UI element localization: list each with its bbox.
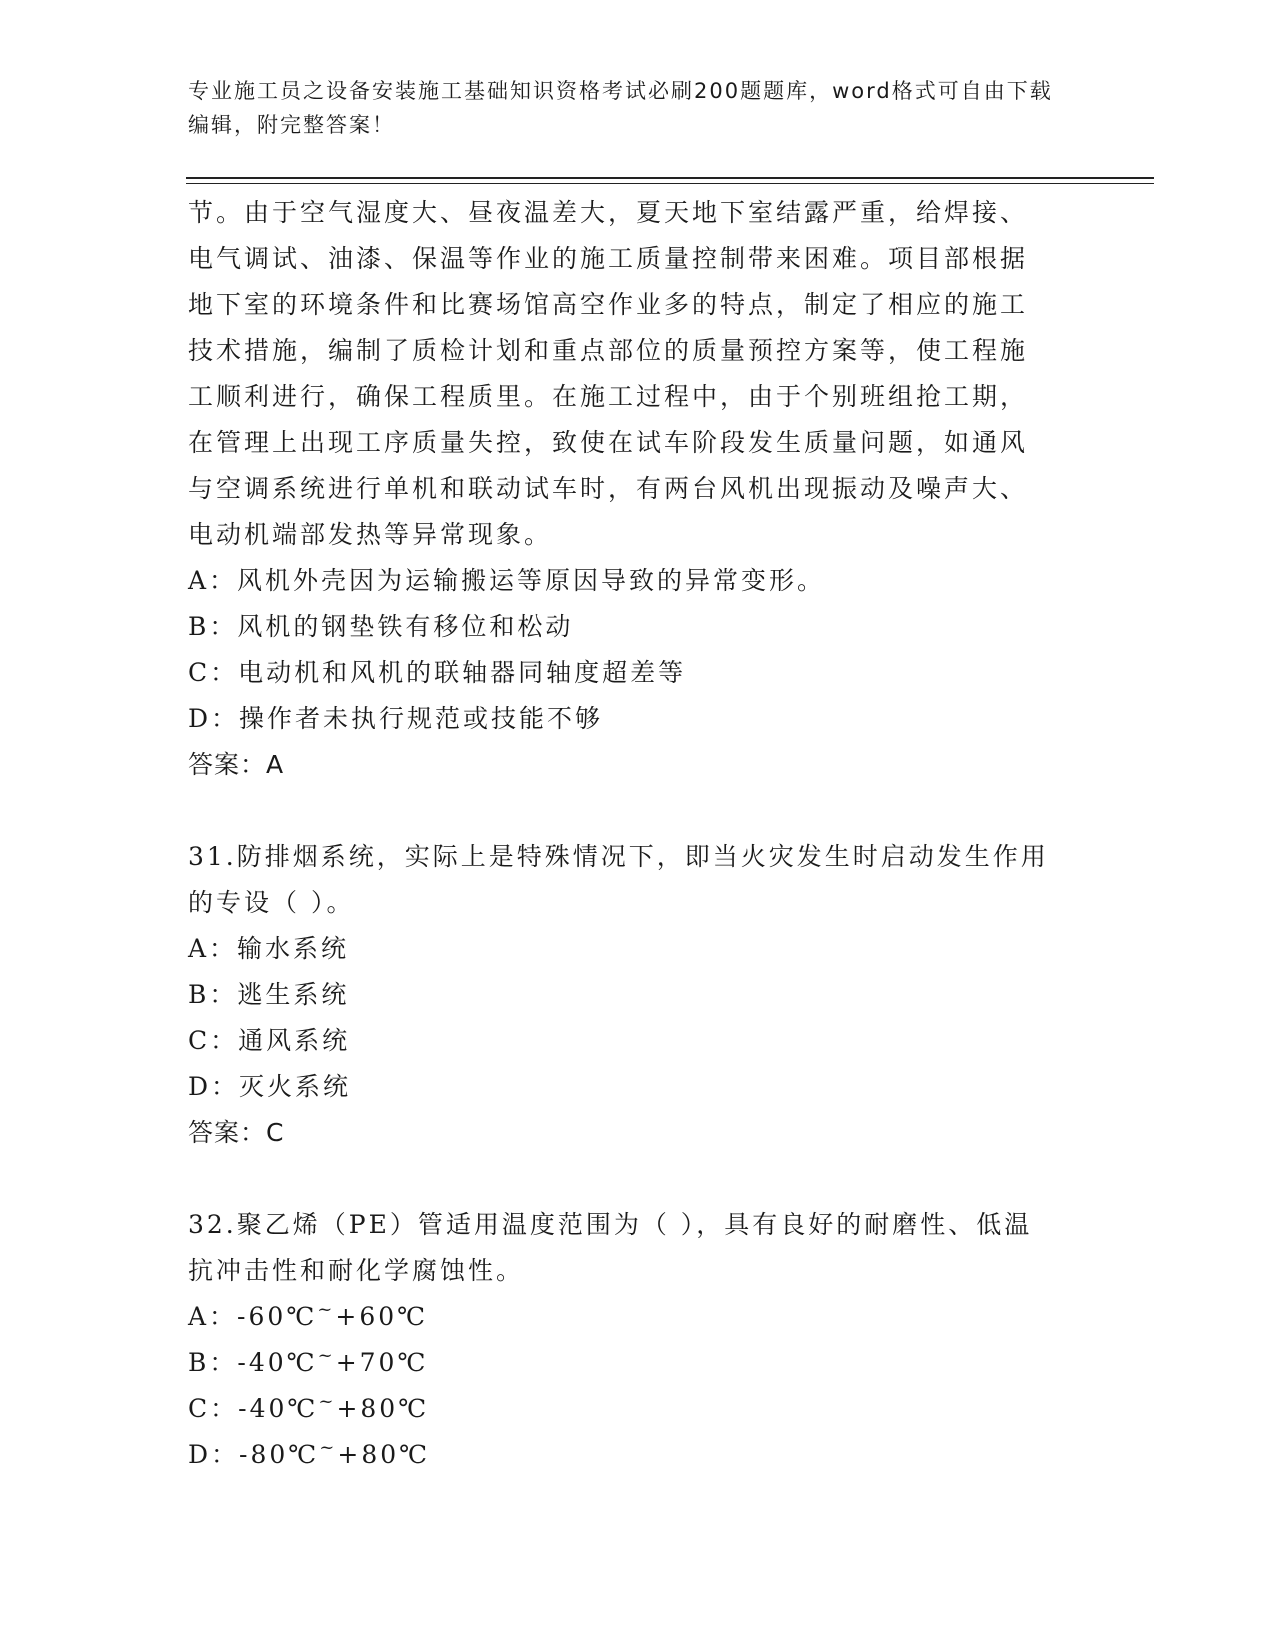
question-31-option-d: D：灭火系统	[188, 1072, 352, 1101]
question-30-answer: 答案：A	[188, 750, 285, 779]
stem-line: 电气调试、油漆、保温等作业的施工质量控制带来困难。项目部根据	[188, 244, 1029, 273]
header-divider-thin	[186, 183, 1154, 184]
header-divider-thick	[186, 177, 1154, 179]
page-header: 专业施工员之设备安装施工基础知识资格考试必刷200题题库，word格式可自由下载编辑，附完整答案！	[188, 79, 1053, 137]
range-tilde: ~	[319, 1437, 338, 1458]
stem-line: 的专设（ ）。	[188, 888, 355, 917]
range-tilde: ~	[317, 1299, 336, 1320]
question-30-option-c: C：电动机和风机的联轴器同轴度超差等	[188, 658, 687, 687]
question-30-option-b: B：风机的钢垫铁有移位和松动	[188, 612, 574, 641]
stem-line: 工顺利进行，确保工程质里。在施工过程中，由于个别班组抢工期，	[188, 382, 1029, 411]
option-suffix: +80℃	[336, 1394, 430, 1423]
question-32-option-c	[188, 1386, 1088, 1432]
question-32-option-d	[188, 1432, 1088, 1478]
stem-line: 32.聚乙烯（PE）管适用温度范围为（ ），具有良好的耐磨性、低温	[188, 1210, 1033, 1239]
stem-line: 电动机端部发热等异常现象。	[188, 520, 553, 549]
range-tilde: ~	[318, 1391, 337, 1412]
question-31-answer: 答案：C	[188, 1118, 285, 1147]
question-30-stem	[188, 190, 1088, 558]
range-tilde: ~	[317, 1345, 336, 1366]
question-30-option-a: A：风机外壳因为运输搬运等原因导致的异常变形。	[188, 566, 826, 595]
option-prefix: A：-60℃	[188, 1302, 318, 1331]
option-suffix: +60℃	[335, 1302, 429, 1331]
question-31-option-b: B：逃生系统	[188, 980, 350, 1009]
stem-line: 在管理上出现工序质量失控，致使在试车阶段发生质量问题，如通风	[188, 428, 1029, 457]
option-prefix: C：-40℃	[188, 1394, 319, 1423]
option-prefix: D：-80℃	[188, 1440, 320, 1469]
spacer	[188, 1156, 1088, 1202]
question-31-option-c: C：通风系统	[188, 1026, 351, 1055]
option-prefix: B：-40℃	[188, 1348, 318, 1377]
stem-line: 技术措施，编制了质检计划和重点部位的质量预控方案等，使工程施	[188, 336, 1029, 365]
stem-line: 抗冲击性和耐化学腐蚀性。	[188, 1256, 525, 1285]
option-suffix: +80℃	[337, 1440, 431, 1469]
stem-line: 31.防排烟系统，实际上是特殊情况下，即当火灾发生时启动发生作用	[188, 842, 1049, 871]
question-31-option-a: A：输水系统	[188, 934, 350, 963]
spacer	[188, 788, 1088, 834]
stem-line: 节。由于空气湿度大、昼夜温差大，夏天地下室结露严重，给焊接、	[188, 198, 1029, 227]
question-content	[188, 190, 1088, 1478]
question-31-stem	[188, 834, 1088, 926]
question-32-option-a	[188, 1294, 1088, 1340]
stem-line: 与空调系统进行单机和联动试车时，有两台风机出现振动及噪声大、	[188, 474, 1029, 503]
question-32-option-b	[188, 1340, 1088, 1386]
question-30-option-d: D：操作者未执行规范或技能不够	[188, 704, 604, 733]
stem-line: 地下室的环境条件和比赛场馆高空作业多的特点，制定了相应的施工	[188, 290, 1029, 319]
option-suffix: +70℃	[335, 1348, 429, 1377]
question-32-stem	[188, 1202, 1088, 1294]
